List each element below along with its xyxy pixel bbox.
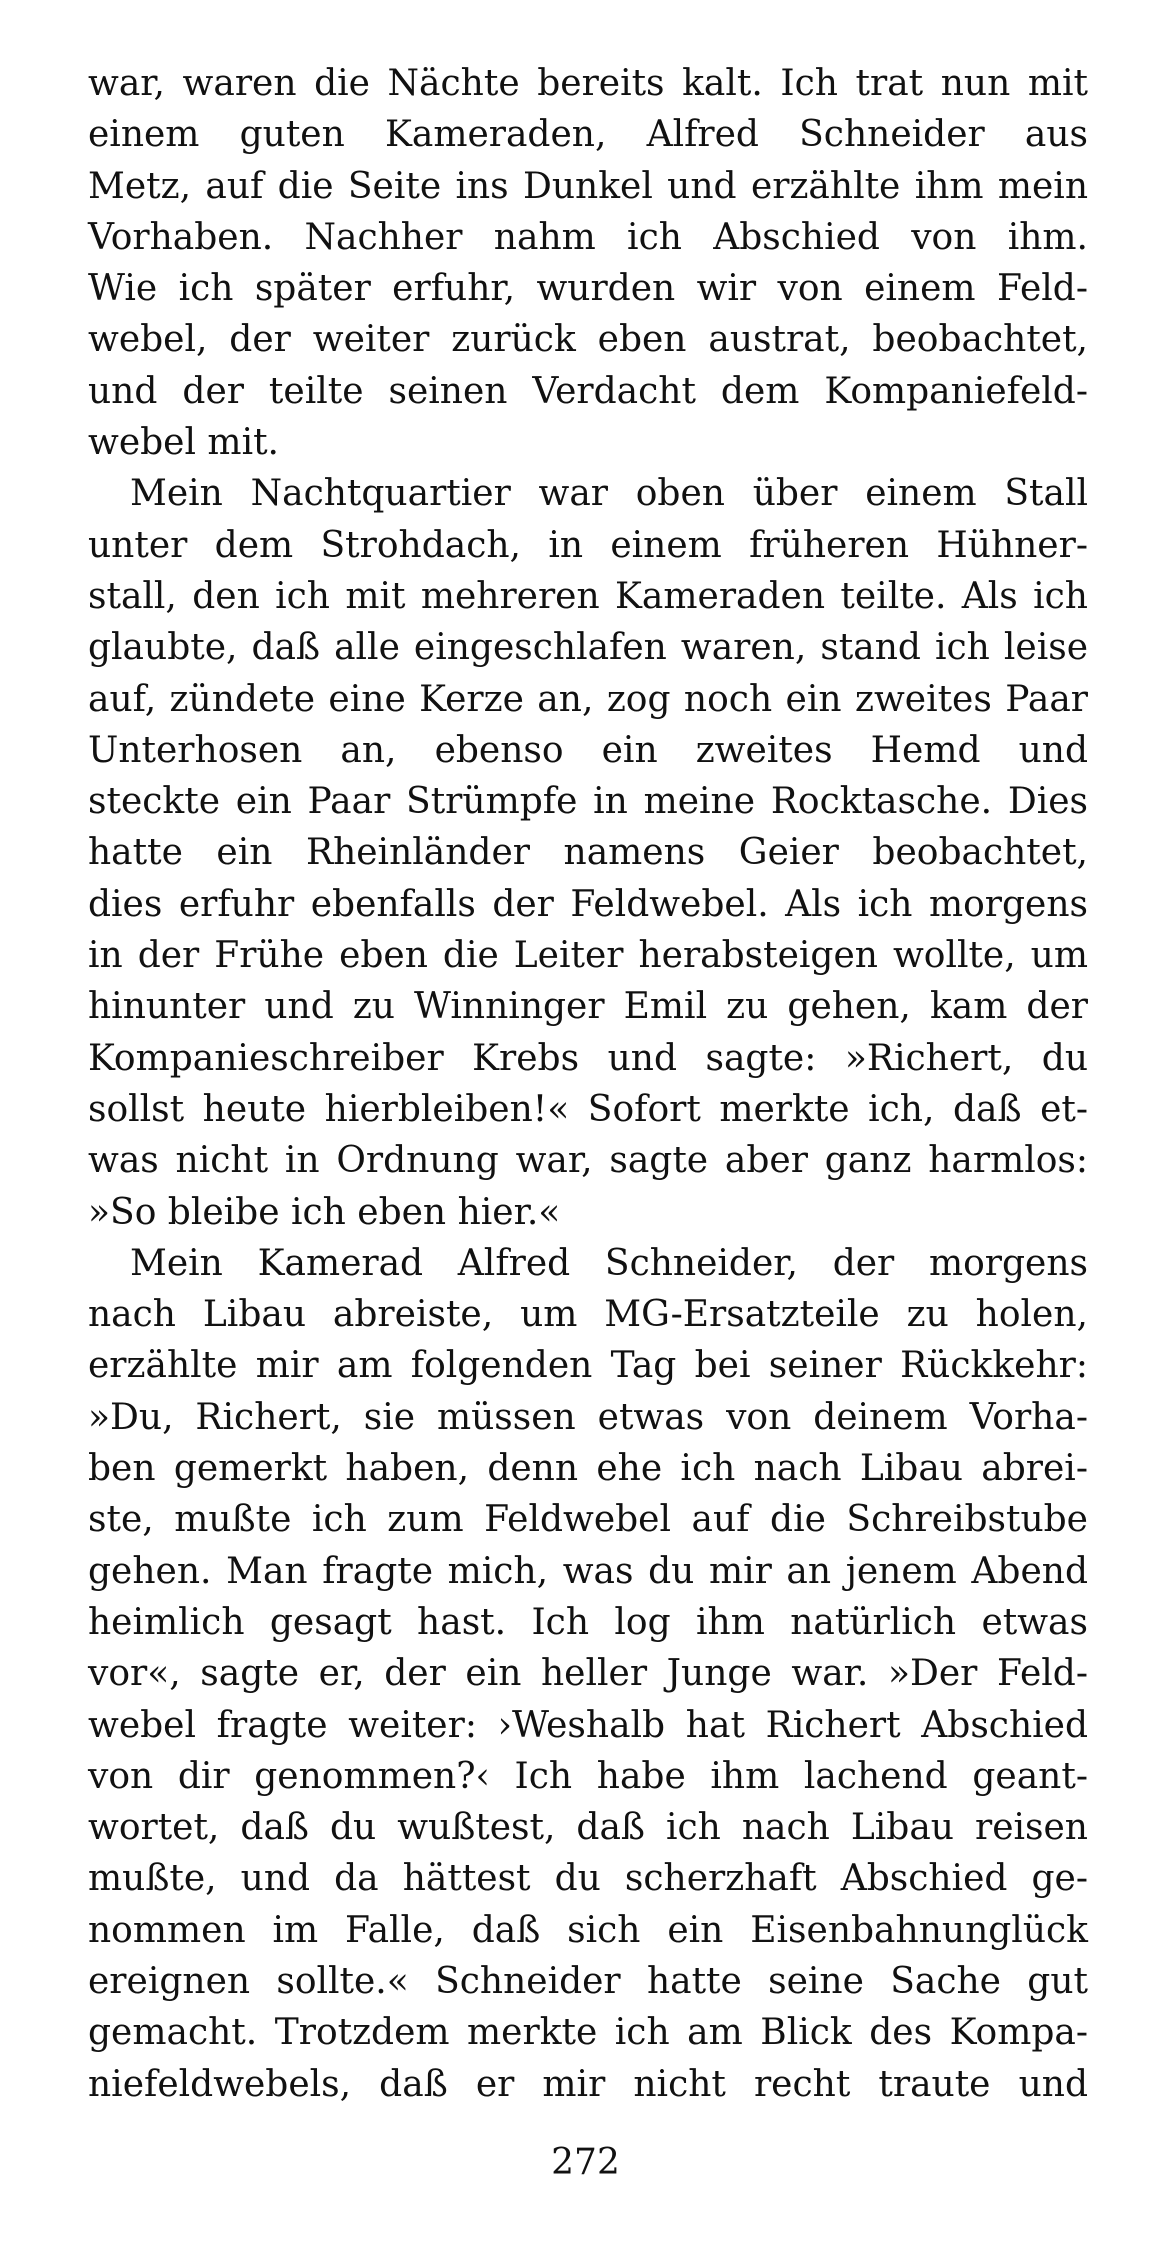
text-line: in der Frühe eben die Leiter herabsteigen wollte, um [88, 935, 1088, 977]
text-line: stall, den ich mit mehreren Kameraden teilte. Als ich [88, 575, 1088, 617]
text-line: was nicht in Ordnung war, sagte aber ganz harmlos: [88, 1140, 1088, 1182]
text-line: erzählte mir am folgenden Tag bei seiner Rückkehr: [88, 1345, 1088, 1387]
paragraph [88, 58, 1088, 468]
text-line: steckte ein Paar Strümpfe in meine Rocktasche. Dies [88, 781, 1088, 823]
text-line: heimlich gesagt hast. Ich log ihm natürlich etwas [88, 1601, 1088, 1643]
text-line: gemacht. Trotzdem merkte ich am Blick des Kompa- [88, 2012, 1088, 2054]
text-line: Wie ich später erfuhr, wurden wir von einem Feld- [88, 268, 1088, 310]
text-line: webel, der weiter zurück eben austrat, beobachtet, [88, 319, 1088, 361]
text-line: auf, zündete eine Kerze an, zog noch ein zweites Paar [88, 678, 1088, 720]
paragraph [88, 1238, 1088, 2110]
text-line: glaubte, daß alle eingeschlafen waren, stand ich leise [88, 627, 1088, 669]
text-line: einem guten Kameraden, Alfred Schneider aus [88, 114, 1088, 156]
text-line: dies erfuhr ebenfalls der Feldwebel. Als ich morgens [88, 883, 1088, 925]
page-number: 272 [551, 2142, 620, 2183]
text-line: »So bleibe ich eben hier.« [88, 1191, 561, 1233]
paragraph [88, 468, 1088, 1237]
text-line: von dir genommen?‹ Ich habe ihm lachend geant- [88, 1755, 1088, 1797]
text-line: Mein Kamerad Alfred Schneider, der morgens [130, 1242, 1088, 1284]
text-line: ben gemerkt haben, denn ehe ich nach Libau abrei- [88, 1448, 1088, 1490]
text-line: hatte ein Rheinländer namens Geier beobachtet, [88, 832, 1088, 874]
text-line: »Du, Richert, sie müssen etwas von deinem Vorha- [88, 1396, 1088, 1438]
text-line: nach Libau abreiste, um MG-Ersatzteile zu holen, [88, 1294, 1088, 1336]
text-line: gehen. Man fragte mich, was du mir an jenem Abend [88, 1550, 1088, 1592]
text-line: nommen im Falle, daß sich ein Eisenbahnunglück [88, 1909, 1088, 1951]
text-line: ste, mußte ich zum Feldwebel auf die Schreibstube [88, 1499, 1088, 1541]
text-line: Metz, auf die Seite ins Dunkel und erzählte ihm mein [88, 165, 1088, 207]
text-line: wortet, daß du wußtest, daß ich nach Libau reisen [88, 1807, 1088, 1849]
text-line: Kompanieschreiber Krebs und sagte: »Richert, du [88, 1037, 1088, 1079]
text-line: vor«, sagte er, der ein heller Junge war. »Der Feld- [88, 1653, 1088, 1695]
book-page-text [88, 58, 1088, 2110]
text-line: Mein Nachtquartier war oben über einem Stall [130, 473, 1088, 515]
text-line: hinunter und zu Winninger Emil zu gehen, kam der [88, 986, 1088, 1028]
text-line: war, waren die Nächte bereits kalt. Ich trat nun mit [88, 63, 1088, 104]
text-line: ereignen sollte.« Schneider hatte seine Sache gut [88, 1960, 1088, 2002]
text-line: mußte, und da hättest du scherzhaft Abschied ge- [88, 1858, 1088, 1900]
text-line: niefeldwebels, daß er mir nicht recht traute und [88, 2063, 1088, 2105]
text-line: und der teilte seinen Verdacht dem Kompaniefeld- [88, 370, 1088, 412]
text-line: webel mit. [88, 422, 279, 464]
text-line: Unterhosen an, ebenso ein zweites Hemd und [88, 729, 1088, 771]
text-line: sollst heute hierbleiben!« Sofort merkte ich, daß et- [88, 1088, 1088, 1130]
text-line: webel fragte weiter: ›Weshalb hat Richert Abschied [88, 1704, 1088, 1746]
text-line: unter dem Strohdach, in einem früheren Hühner- [88, 524, 1088, 566]
text-line: Vorhaben. Nachher nahm ich Abschied von ihm. [88, 216, 1088, 258]
